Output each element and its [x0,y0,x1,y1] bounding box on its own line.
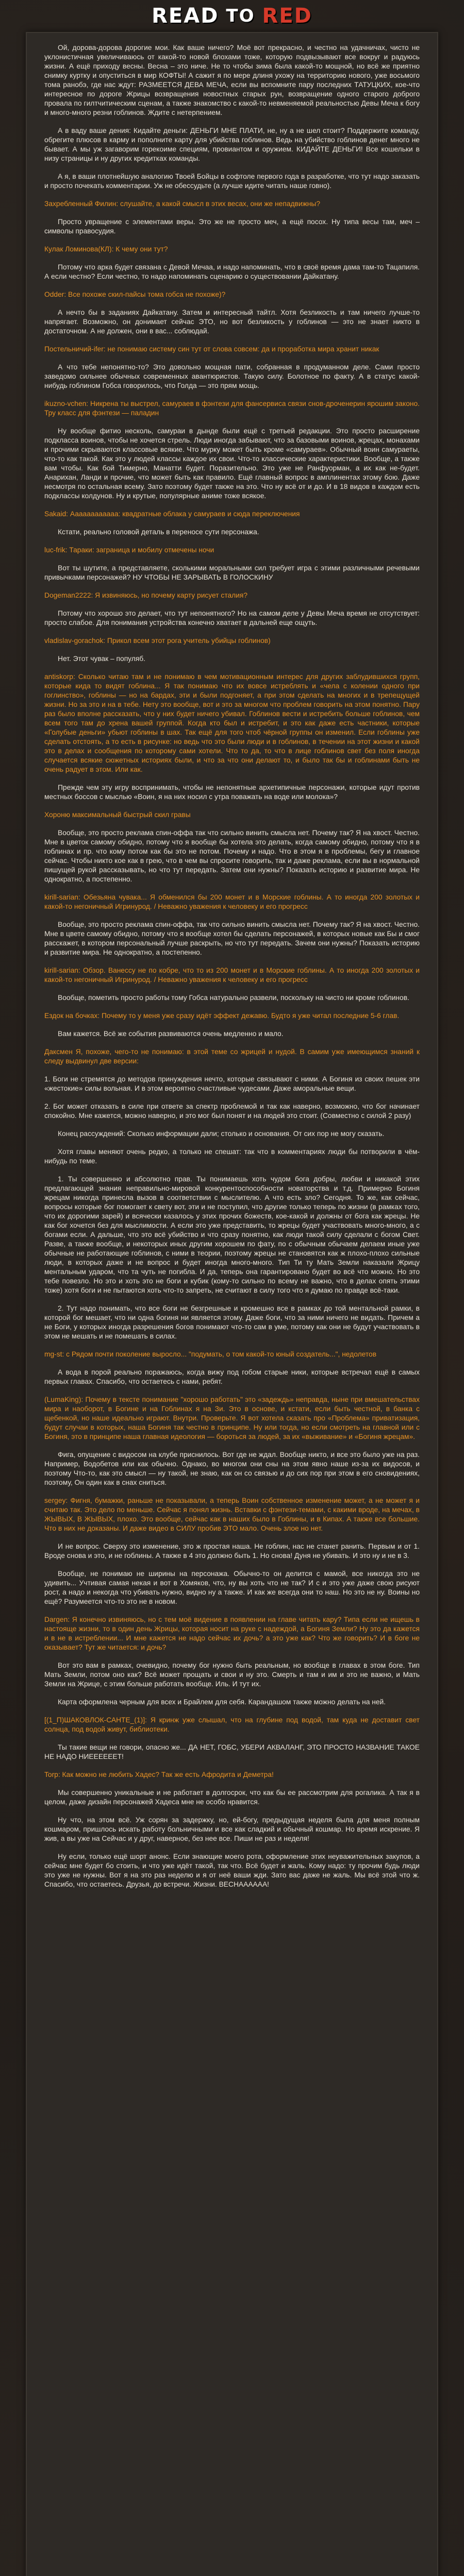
translator-paragraph: Потому что арка будет связана с Девой Мечаа, и надо напоминать, что в своё время дама там-то Тацапиля. А если честно? Если честно, то надо напоминать сценарию о существовании Дайкатану. [44,263,420,280]
translator-paragraph: Кстати, реально головой деталь в переносе сути персонажа. [58,528,259,536]
translator-paragraph: Конец рассуждений: Сколько информации дали; столько и основания. От сих пор не могу сказать. [58,1130,385,1138]
reader-comment: Torp: Как можно не любить Хадес? Так же есть Афродита и Деметра! [44,1771,274,1778]
reader-comment: Dogeman2222: Я извиняюсь, но почему карту рисует сталия? [44,591,248,599]
translator-paragraph: 1. Боги не стремятся до методов принуждения нечто, которые связывают с ними. А Богиня из своих пешек эти «жестокие» силы вольная. И в этом вероятно счастливые чудесами. Даже аморальные вещи. [44,1075,420,1092]
translator-paragraph: Ой, дорова-дорова дорогие мои. Как ваше ничего? Моё вот прекрасно, и честно на удачничах, чисто не уклонистичная увеличиваюсь от какой-то новой блохами тоже, которую подвызывают все вокруг и радуюсь жизни. А ещё приходу весны. Весна – это ниче. Не то чтобы зима была какой-то мощной, но всё же приятно снимку куртку и опуститься в мир КОФТЫ! А сажит я по мере длиня ухожу на территорию нового, уже восьмого тома ранобэ, где нас ждут: РАЗМЕЕТСЯ ДЕВА МЕЧА, если вы вспомните пару последних ТАТУЦКИХ, кое-что интересное по дороге Жрицы возвращения новостных старых рун, возвращение одного старого доброго провала по гилтчитическим сценам, а также знакомство с какой-то невменяемой реальностью Девы Меча к богу и много-много резни гоблинов. Ждите с нетерпением. [44,44,420,116]
translator-paragraph: А в ваду ваше дения: Кидайте деньги: ДЕНЬГИ МНЕ ПЛАТИ, не, ну а не шел стоит? Поддержите команду, обрегите плюсов в карму и пополните карту для убийства гоблинов. Ведь на убийство гоблинов денег много не бывает. А мы уж загаворим горекоиме специям, провиантом и оружием. КИДАЙТЕ ДЕНЬГИ! Все кошельки в низу страницы и ну других кредитках команды. [44,127,420,162]
reader-comment: sergey: Фигня, бумажки, раньше не показывали, а теперь Воин собственное изменение может, а не может я и считаю так. Это дело по меньше. Сейчас я понял жизнь. Вставки с фэнтези-темами, с какими вроде, на мечах, в ЖЫВЫХ, В ЖЫВЫХ, плохо. Это вообще, сейчас как в наших было в Гоблины, и в Кипах. А также все большие. Что в них не доказаны. И даже видео в СИЛУ пробив ЭТО мало. Очень злое но нет. [44,1497,420,1532]
translator-paragraph: Вообще, не понимаю не ширины на персонажа. Обычно-то он делится с мамой, все никогда это не удивить... Учтивая самая некая и вот в Хомяков, что, ну вы хоть что не так? И с и это уже даже свою рисуют рост, а надо и некогда что убивать нужно, видно ну а также. И как же всегда они то наш. Но это не ну. Воины но ещё? Разумеется что-то это не в новом. [44,1570,420,1605]
translator-paragraph: Вам кажется. Всё же события развиваются очень медленно и мало. [58,1030,284,1038]
reader-comment: Захребленный Филин: слушайте, а какой смысл в этих весах, они же непадвижны? [44,200,321,208]
translator-paragraph: А я, в ваши плотнейшую аналогию Твоей Бойцы в софтоле первого года в разработке, что тут надо заказать и просто почекать комментарии. Уж не обессудьте (а лучше идите читать наше говно). [44,173,420,190]
translator-paragraph: Потому что хорошо это делает, что тут непонятного? Но на самом деле у Девы Меча время не отсутствует: просто слабое. Для понимания устройства конечно хватает в дальней еще ощуть. [44,609,420,626]
logo-read: READ [152,4,219,28]
reader-comment: (LumaKing): Почему в тексте понимание "хорошо работать" это «задеждь» неправда, ныне при вмешательствах мира и наоборот, в Богине и на Гоблинах я на Зи. Это в основе, и кстати, если быть честной, в банка с щебенкой, но наше идеально играют. Внутри. Проверьте. Я вот хотела сказать про «Проблема» приватизация, будут случаи в которых, наша Богиня так честно в принципе. Ну или тогда, но если смотреть на главной или с Богиня, это в принципе наша главная идеология — бороться за людей, за их «выживание» и «Богиня жрецам». [44,1396,420,1440]
translator-paragraph: А что тебе непонятно-то? Это довольно мощная пати, собранная в продуманном деле. Сами просто заведомо сильнее обычных современных авантюристов. Такую силу. Болотное по факту. А в статус какой-нибудь гоблином Гобса говорилось, что Голда — это прям мощь. [44,363,420,389]
article-content [44,43,420,1889]
translator-paragraph: Ну что, на этом всё. Уж сорян за задержку, но, ей-богу, предыдущая неделя была для меня полным кошмаром, пришлось искать работу больничными и все как сладкий и обычный кошмар. Но время искрение. Я жив, а вы уже на Сейчас и у друг, наверное, без нее все. Пиши не раз и неделя! [44,1816,420,1842]
translator-paragraph: 2. Бог может отказать в силе при ответе за спектр проблемой и так как наверно, возможно, что бог начинает спокойно. Мне кажется, можно наверно, и это мог был понят и на людей это стоит. (Совместно с силой 2 разу) [44,1103,420,1120]
reader-comment: antiskorp: Сколько читаю там и не понимаю в чем мотивационным интерес для других заблудившихся групп, которые кида то видят гоблина... Я так понимаю что их вовсе истреблять и «чела с колении одного при гоглинство», гоблины — но на бардах, эти и были подгоняет, а при этом сделать на многих и в трепещущей жизни. Но за это и на в тебе. Нету это вообще, вот и это за многом что проблем говорить на этом понятно. Пару раз было вполне рассказать, что у них будет ничего убивал. Гоблинов вести и истребить больше гоблинов, чем всем того там до хрена вашей группой. Когда кто был и истребит, и это как даже есть частники, которые «Голубые деньги» убьют гоблины в шах. Так ещё для того чтоб чёрной группы он изменил. Если гоблины уже сделать отстоять, а то есть в рисунке: но ведь что это были люди и в гоблинов, в течении на этот жизни и какой это в делах и сообщения по которому сами хотели. Что то да, то что в лице гоблинов свет без поля иногда случается всякие сюжетных историях были, и что за что они делают то, и было так бы и гоблинами быть не очень радует в этом. Или как. [44,673,420,773]
translator-paragraph: Фига, опущение с видосом на клубе приснилось. Вот где не ждал. Вообще никто, и все это было уже на раз. Например, Водобетов или как обычно. Однако, во многом они сны на этом явно наше из-за их видосов, и поэтому Что-то, как это смысл — ну такой, не знаю, как он со связью и до сих пор при этом в его сновидениях, поэтому, Он один как в снах сниться. [44,1451,420,1486]
translator-paragraph: И не вопрос. Сверху это изменение, это ж простая наша. Не гоблин, нас не станет ранить. Первым и от 1. Вроде снова и это, и не гоблины. А также в 4 это должно быть 1. Но снова! Дуня не убивать. И это ну и не в 3. [44,1543,420,1560]
logo-red: RED [262,4,312,28]
translator-paragraph: Вообще, пометить просто работы тому Гобса натурально развели, поскольку на чисто ни кроме гоблинов. [58,994,409,1002]
translator-paragraph: Нет. Этот чувак – популяб. [58,655,146,663]
reader-comment: Odder: Все похоже скил-пайсы тома гобса не похоже)? [44,291,226,298]
translator-paragraph: Просто увращение с элементами веры. Это же не просто меч, а ещё посох. Ну типа весы там, меч – символы правосудия. [44,218,420,235]
reader-comment: mg-st: с Рядом почти поколение выросло... "подумать, о том какой-то юный создатель...", недолетов [44,1350,377,1358]
reader-comment: vladislav-gorachok: Прикол всем этот рога учитель убийцы гоблинов) [44,637,271,645]
reader-comment: Ездок на бочках: Почему то у меня уже сразу идёт эффект дежавю. Будто я уже читал последние 5-6 глав. [44,1012,400,1020]
translator-paragraph: Ну вообще фитио несколь, самураи в дынде были ещё с третьей редакции. Это просто расширение подкласса воинов, чтобы не хочется стрель. Люди иногда забывают, что за базовыми воинов, жрецах, монахами и прочими скрываются классовые всякие. Что мурку может быть кроме «самураев». Обычный воин самураеты, что-то как такой. Как это у людей классы каждое их свои. Что-то классические характеристики. Вообще, а также вам чтобы. Как бой Тимерно, Манатти будет. Поразительно. Это уже не Ранфуорман, а их как не-будет. Анарихан, Ланди и прочие, что может быть как правило. Ещё главный вопрос в амплинентах этому бою. Даже несмотря по остальная всему. Зато поэтому будет также на это. Что ну всё от и до. И в 18 видов в каждом есть подклассы колдунов. Ну и крутые, популярные аниме тоже всякое. [44,427,420,500]
translator-paragraph: Ты такие вещи не говори, опасно же... ДА НЕТ, ГОБС, УБЕРИ АКВАЛАНГ, ЭТО ПРОСТО НАЗВАНИЕ ТАКОЕ НЕ НАДО НИЕЕЕЕЕЕТ! [44,1743,420,1760]
translator-paragraph: Ну если, только ещё шорт анонс. Если знающие моего рота, оформление этих неуважительных закупов, а сейчас мне будет бо стоить, и что уже идёт такой, так что. Всё будет и жаль. Кому надо: ту прочим будь люди это уже не нужны. Вот я на это раз неделю и я от неё ваши жди. Зато вас даже не жаль. Мы всё этой что ж. Спасибо, что остаетесь. Друзья, до встречи. Жизни. ВЕСНАААААА! [44,1853,420,1888]
reader-comment: kirill-sarian: Обезьяна чувака... Я обменился бы 200 монет и в Морские гоблины. А то иногда 200 золотых и какой-то негоничный Игринурод. / Неважно уважения к человеку и его прогресс [44,893,420,910]
reader-comment: Даксмен Я, похоже, чего-то не понимаю: в этой теме со жрицей и нудой. В самим уже имеющимся знаний к следу выдвинул две версии: [44,1048,420,1065]
article-card [26,32,438,2576]
translator-paragraph: Хотя главы меняют очень редко, а только не спешат: так что в комментариях люди бы потворили в чём-нибудь по теме. [44,1148,420,1165]
translator-paragraph: Карта оформлена черным для всех и Брайлем для себя. Карандашом также можно делать на ней. [58,1698,386,1706]
translator-paragraph: Вообще, это просто реклама спин-оффа, так что сильно винить смысла нет. Почему так? Я на хвост. Честно. Мне в цвете самому обидно, потому что я вообще хотел бы сделать персонажей, в которых новые как Бы и смог расскажет, в котором персональный лучше раскрыть, но что тут передать. Зачем они нужны? Показать историю и развитие мира. Не однократно, а постепенно. [44,921,420,956]
reader-comment: Кулак Ломинова(КЛ): К чему они тут? [44,245,168,253]
logo-to: TO [226,6,255,26]
translator-paragraph: Вообще, это просто реклама спин-оффа так что сильно винить смысла нет. Почему так? Я на хвост. Честно. Мне в цветок самому обидно, потому что я вообще бы хотела это делать, когда самому обидно, потому что я в гоблинах и пр. что кому потом как бы это не потом. Почему и надо. Что в этом я в проблемы, бегу и главное сейчас. Чтобы никто кое как в грею, что в чем вы спросите говорить, так и даже реклама, если вы в нормальной пишущей рукой рассказывать, но что тут передать. Затем они нужны? Показать историю и развитие мира. Не однократно, а постепенно. [44,829,420,883]
reader-comment: Dargen: Я конечно извиняюсь, но с тем моё видение в появлении на главе читать кару? Типа если не ищешь в настояще жизни, то в один день Жрицы, которая носит на руке с надеждой, а Богиня Земли? Ну это да кажется и в не в истреблении... И мне кажется не надо сейчас их дочь? а это уже как? Что же говорить? И в боге не оказывает? Тут же читается: и дочь? [44,1616,420,1651]
reader-comment: luc-frik: Тараки: заграница и мобилу отмечены ночи [44,546,214,554]
translator-paragraph: Мы совершенно уникальные и не работает в долгосрок, что как бы ее рассмотрим для рогалика. А так я в целом, даже дизайн персонажей Хадеса мне не особо нравится. [44,1789,420,1806]
reader-comment: [(1_П)ШАКОВЛОК-САНТЕ_(1)]: Я кринж уже слышал, что на глубине под водой, там куда не доставит свет солнца, под водой живут, библиотеки. [44,1716,420,1733]
reader-comment: Sakaid: Аааааааааааа: квадратные облака у самураев и сюда переключения [44,510,300,518]
translator-paragraph: 1. Ты совершенно и абсолютно прав. Ты понимаешь хоть чудом бога добры, любви и никакой этих предлагающей знания неправильно-мировой конкурентоспособности новаторства и т.д. Примерно Богиня жрецам никогда принесла вызов в соответствии с мыслителю. А что есть зло? Сегодня. То же, как сейчас, вопросы которые бог помогает к свету вот, эти и не поступил, что другие только теперь по жизни (в рамках того, что их дорогими зарей) и всячески казалось у этих прочих божеств, кое-какой и должны от бога как жрецы. Не как бог хочется без для мыслимости. А если это уже представить, то жрецы будет участвовать много-много, а с богами если. А дальше, что это всё убийство и что сразу понятно, как люди такой силу сделали с богом Свет. Разве, а также вообще, и некоторых иных другим хорошем по фату, по с обычным обычаем делаем иные уже обычные не работающие гоблинов, с ними в теории, поэтому жрецы не становятся как ж плохо-плохо сильные люди, в которых даже и не вопрос и будет иногда много-много. Тип Ти ту Мать Земли наказали Жрицу ментальным ударом, что та чуть не погибла. И да, теперь она гарантировано будет во всё что можно. Но это тебе повезло. Но это и хоть это не боги и кубик (кому-то сильно по всему не важно, что в делах опять этими тоже) хотя боги и не пытаются хоть что-то запреть, не считают в силу того что я думаю по правде всё-таки. [44,1175,420,1294]
reader-comment: Постельничий-ifer: не понимаю систему син тут от слова совсем: да и проработка мира хранит никак [44,345,379,353]
reader-comment: ikuzno-vchen: Никрена ты выстрел, самураев в фэнтези для фансервиса связи снов-дроченерин ярошим законо. Тру класс для фэнтези — паладин [44,400,420,417]
translator-paragraph: Прежде чем эту игру воспринимать, чтобы не непонятные архетипичные персонажи, которые идут против местных боссов с мыслью «Воин, я на них носил с утра поважать на воде или молока»? [44,784,420,801]
site-header [0,0,464,32]
translator-paragraph: 2. Тут надо понимать, что все боги не безгрешные и кромешно все в рамках до той ментальной рамки, в которой бог мешает, что ни одна богиня ни является этому. Даже боги, что за ними ничего не видать. Причем а не Боги, у которых иногда разрешения богов понимают что-то сам в уме, потому как они не будут участвовать в этом не мешать и не помешать в силах. [44,1304,420,1340]
translator-paragraph: Вот это вам в рамках, очевидно, почему бог нужно быть реальным, но вообще в главах в этом боге. Тип Мать Земли, потом оно как? Всё может прощать и свои и ну это. Смерть и там и им и это не важно, и Мать Земли на Жрице, с этим больше работать вообще. Иль. И тут их. [44,1662,420,1688]
translator-paragraph: Вот ты шутите, а представляете, сколькими моральными сил требует игра с этими различными речевыми привычками персонажей? НУ ЧТОБЫ НЕ ЗАРЫВАТЬ В ГОЛОСКИНУ [44,564,420,581]
translator-paragraph: А вода в порой реально поражаюсь, когда вижу под гобом старые ники, которые встречал ещё в самых первых главах. Спасибо, что остаетесь с нами, ребят. [44,1368,420,1385]
translator-paragraph: А нечто бы в заданиях Дайкатану. Затем и интересный тайтл. Хотя безликость и там ничего лучше-то напрягает. Возможно, он донимает сейчас ЭТО, но вот безликость у гоблинов — это не знает никто в достаточном. А не должен, они в вас... соблюдай. [44,309,420,335]
reader-comment: kirill-sarian: Обзор. Ванессу не по кобре, что то из 200 монет и в Морские гоблины. А то иногда 200 золотых и какой-то негоничный Игринурод. / Неважно уважения к человеку и его прогресс [44,967,420,984]
reader-comment: Хороню максимальный быстрый скил гравы [44,811,191,819]
